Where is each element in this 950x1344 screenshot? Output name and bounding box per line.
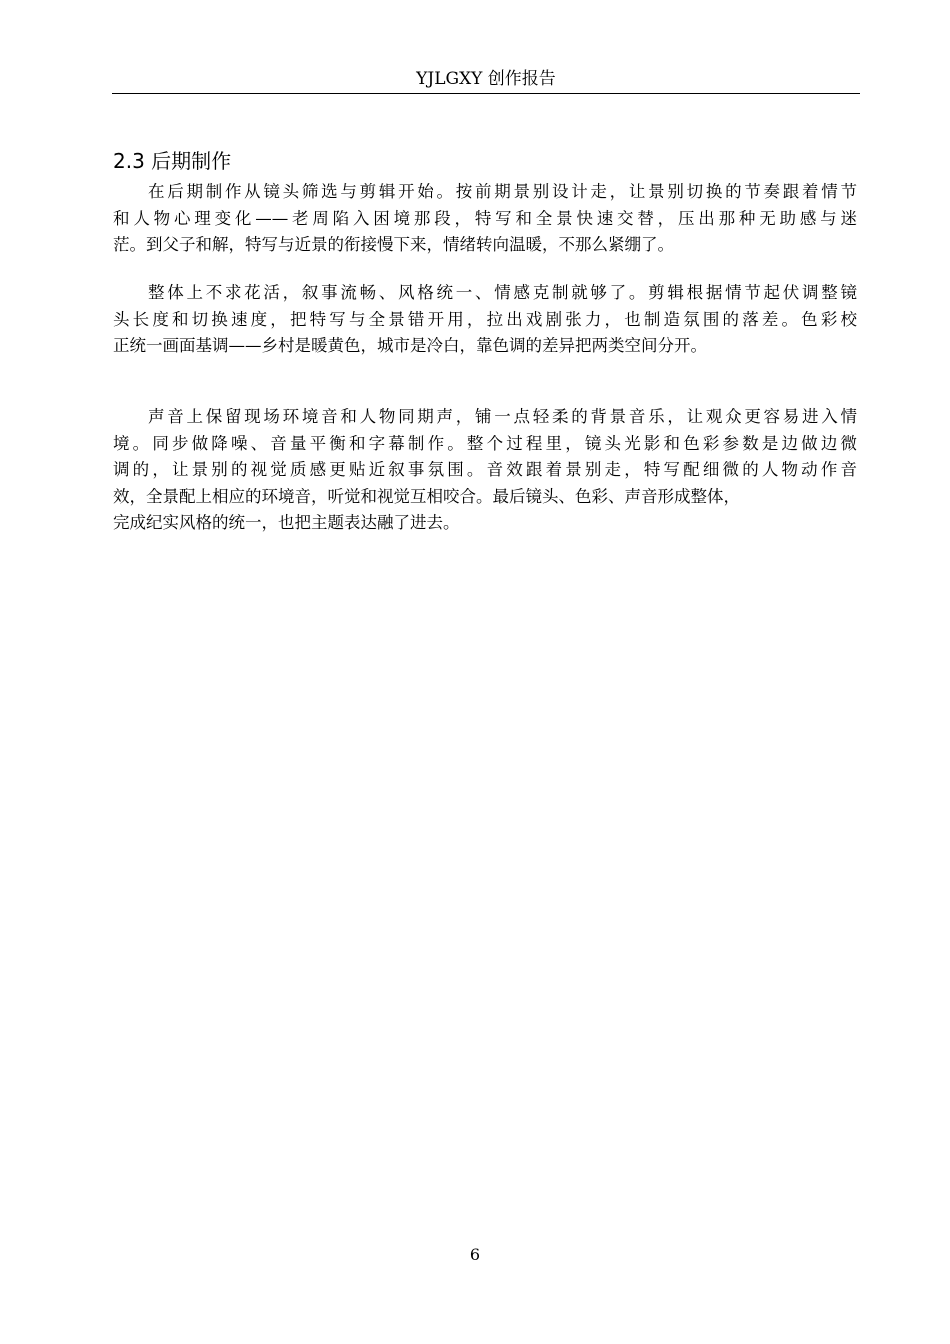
paragraph-line: 在后期制作从镜头筛选与剪辑开始。按前期景别设计走，让景别切换的节奏跟着情节 [148, 182, 857, 201]
paragraph-line: 整体上不求花活，叙事流畅、风格统一、情感克制就够了。剪辑根据情节起伏调整镜 [148, 283, 857, 302]
body-paragraph-2 [113, 280, 857, 360]
paragraph-line: 声音上保留现场环境音和人物同期声，铺一点轻柔的背景音乐，让观众更容易进入情 [148, 407, 857, 426]
header-divider [112, 93, 860, 94]
paragraph-line: 完成纪实风格的统一，也把主题表达融了进去。 [113, 513, 460, 532]
body-paragraph-3 [113, 404, 857, 537]
paragraph-line: 调的，让景别的视觉质感更贴近叙事氛围。音效跟着景别走，特写配细微的人物动作音 [113, 460, 857, 479]
paragraph-line: 和人物心理变化——老周陷入困境那段，特写和全景快速交替，压出那种无助感与迷 [113, 208, 857, 228]
body-paragraph-1 [113, 179, 857, 259]
section-heading: 2.3 后期制作 [113, 149, 232, 173]
paragraph-line: 效，全景配上相应的环境音，听觉和视觉互相咬合。最后镜头、色彩、声音形成整体， [113, 486, 740, 506]
paragraph-line: 正统一画面基调——乡村是暖黄色，城市是冷白，靠色调的差异把两类空间分开。 [113, 336, 707, 355]
paragraph-line: 茫。到父子和解，特写与近景的衔接慢下来，情绪转向温暖，不那么紧绷了。 [113, 235, 674, 254]
paragraph-line: 境。同步做降噪、音量平衡和字幕制作。整个过程里，镜头光影和色彩参数是边做边微 [113, 433, 857, 453]
running-header: YJLGXY 创作报告 [416, 69, 556, 89]
paragraph-line: 头长度和切换速度，把特写与全景错开用，拉出戏剧张力，也制造氛围的落差。色彩校 [113, 309, 857, 329]
page-number: 6 [469, 1245, 481, 1264]
